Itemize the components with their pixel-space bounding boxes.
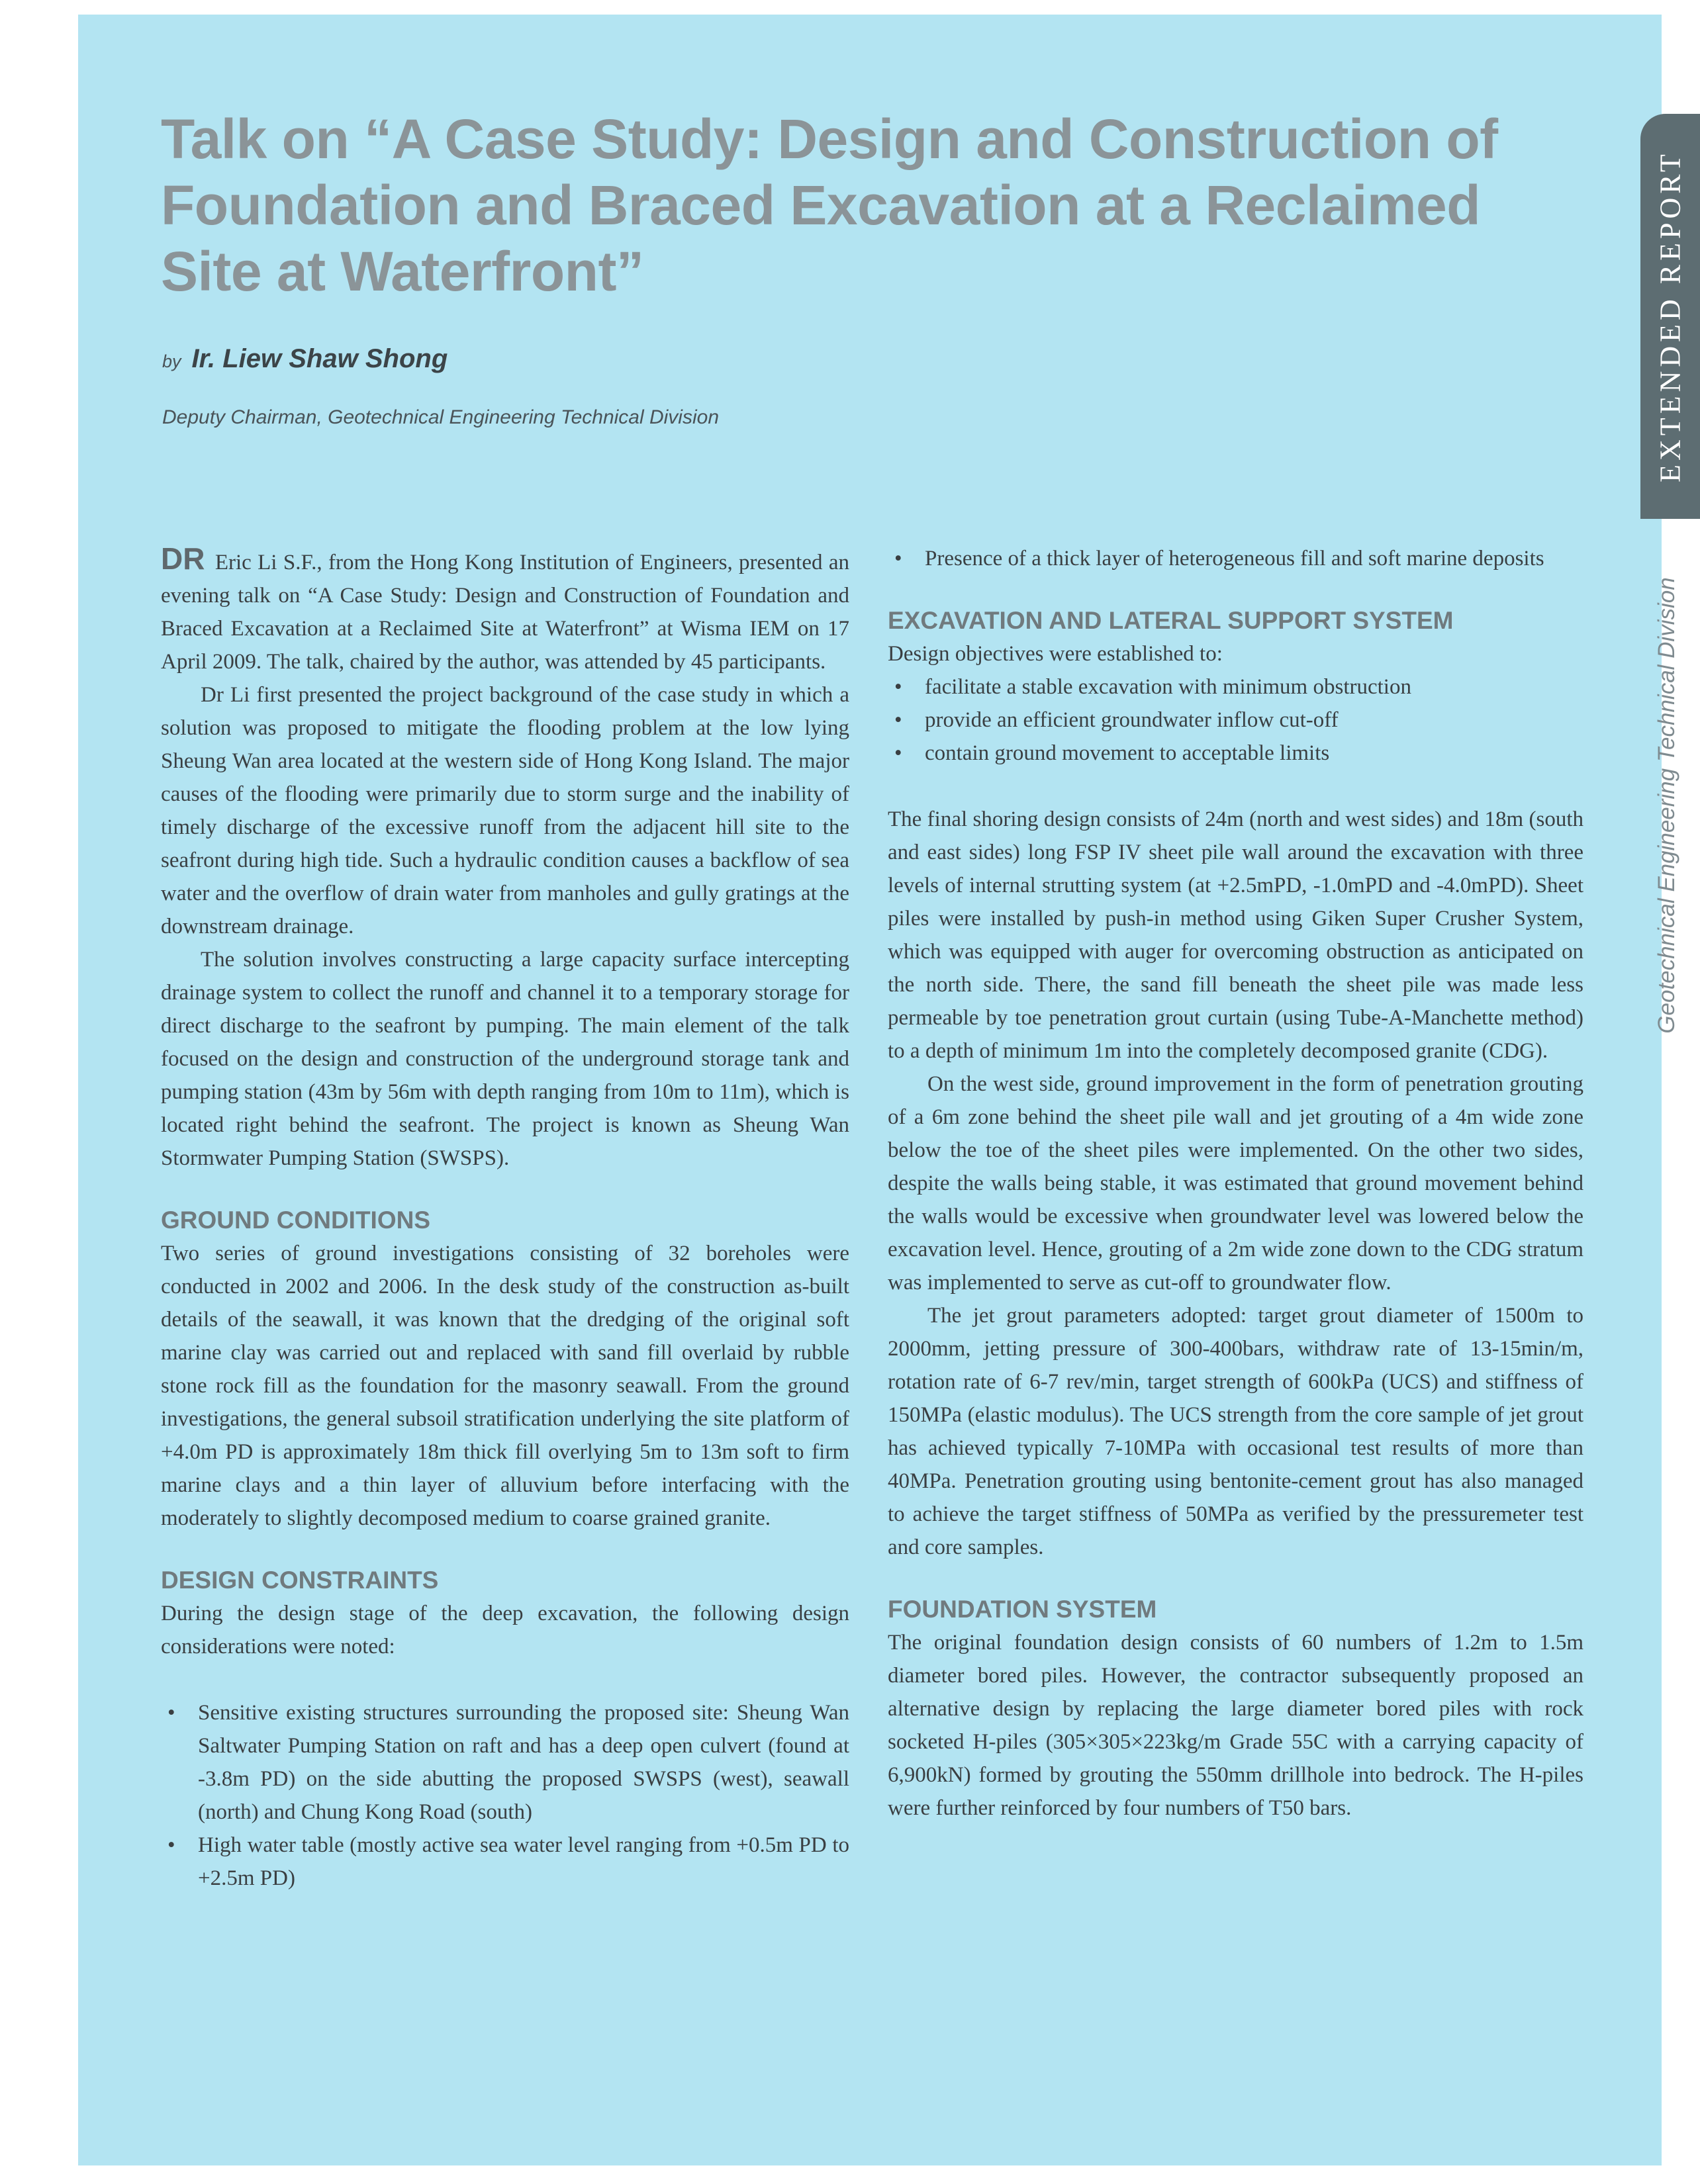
intro-paragraph-2: Dr Li first presented the project background of the case study in which a solution was proposed to mitigate the flooding problem at the low lying Sheung Wan area located at the western side of Hong Kong Island. The major causes of the flooding were primarily due to storm surge and the inability of timely discharge of the excessive runoff from the adjacent hill site to the seafront during high tide. Such a hydraulic condition causes a backflow of sea water and the overflow of drain water from manholes and gully gratings at the downstream drainage.: [161, 683, 849, 938]
ground-conditions-heading: GROUND CONDITIONS: [161, 1206, 430, 1234]
design-constraints-paragraph: During the design stage of the deep excavation, the following design considerations were noted:: [161, 1602, 849, 1659]
ground-conditions-paragraph: Two series of ground investigations consisting of 32 boreholes were conducted in 2002 and 2006. In the desk study of the construction as-built details of the seawall, it was known that the dredging of the original soft marine clay was carried out and replaced with sand fill overlaid by rubble stone rock fill as the foundation for the masonry seawall. From the ground investigations, the general subsoil stratification underlying the site platform of +4.0m PD is approximately 18m thick fill overlying 5m to 13m soft to firm marine clays and a thin layer of alluvium before interfacing with the moderately to slightly decomposed medium to coarse grained granite.: [161, 1242, 849, 1530]
excavation-objectives-list: [888, 670, 1583, 770]
design-constraints-list-continued: [888, 542, 1583, 575]
intro-paragraph-3: The solution involves constructing a large capacity surface intercepting drainage system to collect the runoff and channel it to a temporary storage for direct discharge to the seafront by pumping. The main element of the talk focused on the design and construction of the underground storage tank and pumping station (43m by 56m with depth ranging from 10m to 11m), which is located right behind the seafront. The project is known as Sheung Wan Stormwater Pumping Station (SWSPS).: [161, 948, 849, 1170]
excavation-objectives-intro: Design objectives were established to:: [888, 642, 1223, 666]
spacer: [161, 1663, 849, 1696]
left-column: [161, 542, 849, 1895]
extended-report-label: EXTENDED REPORT: [1654, 150, 1687, 482]
magazine-page: [78, 15, 1687, 2165]
by-label: by: [162, 351, 181, 371]
drop-cap: DR: [161, 541, 205, 576]
intro-paragraph-1: [161, 542, 849, 678]
author-name: Ir. Liew Shaw Shong: [191, 344, 448, 373]
extended-report-tab: [1640, 114, 1700, 519]
ground-improvement-paragraph: On the west side, ground improvement in the form of penetration grouting of a 6m zone behind the sheet pile wall and jet grouting of a 4m wide zone below the toe of the sheet piles were implemented. On the other two sides, despite the walls being stable, it was estimated that ground movement behind the walls would be excessive when groundwater level was lowered below the excavation level. Hence, grouting of a 2m wide zone down to the CDG stratum was implemented to serve as cut-off to groundwater flow.: [888, 1072, 1583, 1295]
list-item: • Sensitive existing structures surrounding the proposed site: Sheung Wan Saltwater Pumping Station on raft and has a deep open culvert (found at -3.8m PD) on the side abutting the proposed SWSPS (west), seawall (north) and Chung Kong Road (south): [161, 1696, 849, 1829]
list-item: • High water table (mostly active sea water level ranging from +0.5m PD to +2.5m PD): [161, 1829, 849, 1895]
shoring-design-paragraph: The final shoring design consists of 24m (north and west sides) and 18m (south and east sides) long FSP IV sheet pile wall around the excavation with three levels of internal strutting system (at +2.5mPD, -1.0mPD and -4.0mPD). Sheet piles were installed by push-in method using Giken Super Crusher System, which was equipped with auger for overcoming obstruction as anticipated on the north side. There, the sand fill beneath the sheet pile was made less permeable by toe penetration grout curtain (using Tube-A-Manchette method) to a depth of minimum 1m into the completely decomposed granite (CDG).: [888, 807, 1583, 1063]
division-side-caption: Geotechnical Engineering Technical Division: [1654, 577, 1679, 1034]
intro-paragraph-1-text: Eric Li S.F., from the Hong Kong Institution of Engineers, presented an evening talk on “A Case Study: Design and Construction of Foundation and Braced Excavation at a Reclaimed Site at Waterfront” at Wisma IEM on 17 April 2009. The talk, chaired by the author, was attended by 45 participants.: [161, 551, 850, 674]
excavation-heading: EXCAVATION AND LATERAL SUPPORT SYSTEM: [888, 607, 1454, 634]
foundation-heading: FOUNDATION SYSTEM: [888, 1596, 1157, 1623]
design-constraints-heading: DESIGN CONSTRAINTS: [161, 1567, 439, 1594]
author-affiliation: Deputy Chairman, Geotechnical Engineering Technical Division: [162, 406, 720, 428]
right-column: [888, 542, 1583, 1825]
list-item: • provide an efficient groundwater inflow cut-off: [888, 704, 1583, 737]
article-title: Talk on “A Case Study: Design and Construction of Foundation and Braced Excavation at a Reclaimed Site at Waterfront”: [161, 108, 1498, 302]
foundation-paragraph: The original foundation design consists of 60 numbers of 1.2m to 1.5m diameter bored piles. However, the contractor subsequently proposed an alternative design by replacing the large diameter bored piles with rock socketed H-piles (305×305×223kg/m Grade 55C with a carrying capacity of 6,900kN) formed by grouting the 550mm drillhole into bedrock. The H-piles were further reinforced by four numbers of T50 bars.: [888, 1631, 1583, 1820]
design-constraints-list: [161, 1696, 849, 1895]
jet-grout-paragraph: The jet grout parameters adopted: target grout diameter of 1500m to 2000mm, jetting pressure of 300-400bars, withdraw rate of 13-15min/m, rotation rate of 6-7 rev/min, target strength of 600kPa (UCS) and stiffness of 150MPa (elastic modulus). The UCS strength from the core sample of jet grout has achieved typically 7-10MPa with occasional test results of more than 40MPa. Penetration grouting using bentonite-cement grout has also managed to achieve the target stiffness of 50MPa as verified by the pressuremeter test and core samples.: [888, 1304, 1583, 1559]
spacer: [888, 770, 1583, 803]
list-item: • Presence of a thick layer of heterogeneous fill and soft marine deposits: [888, 542, 1583, 575]
byline: [162, 344, 448, 374]
list-item: • facilitate a stable excavation with minimum obstruction: [888, 670, 1583, 704]
list-item: • contain ground movement to acceptable limits: [888, 737, 1583, 770]
